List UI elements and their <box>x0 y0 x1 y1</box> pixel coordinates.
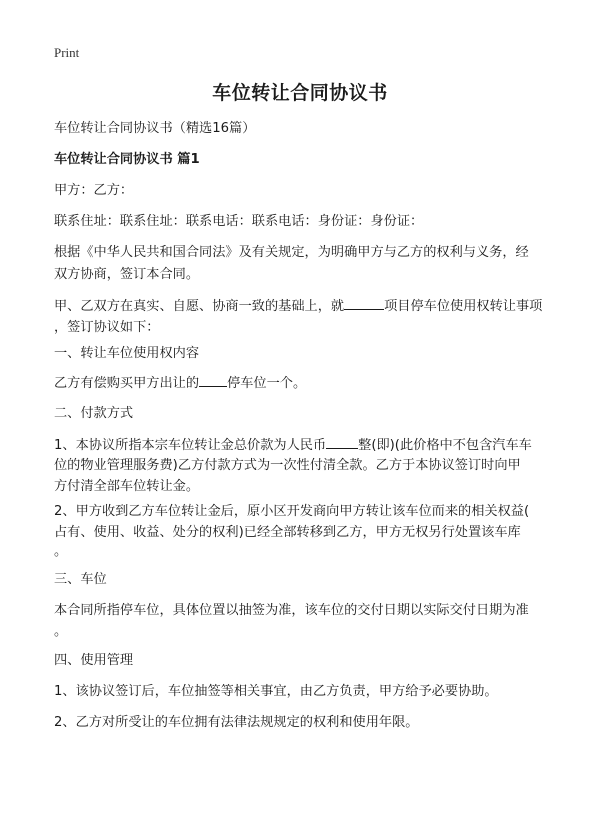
print-link[interactable]: Print <box>54 45 80 60</box>
section-heading: 车位转让合同协议书 篇1 <box>54 152 200 167</box>
article-1-heading: 一、转让车位使用权内容 <box>54 346 200 361</box>
document-subtitle: 车位转让合同协议书（精选16篇） <box>54 121 256 136</box>
article-2-p1-text-before-blank: 1、本协议所指本宗车位转让金总价款为人民币 <box>54 438 327 453</box>
article-1-text <box>54 372 554 395</box>
intro-paragraph-line-2: 双方协商，签订本合同。 <box>54 267 200 282</box>
basis-paragraph-line-2: ，签订协议如下： <box>54 320 160 335</box>
document-title: 车位转让合同协议书 <box>212 82 388 104</box>
contacts-line: 联系住址：联系住址：联系电话：联系电话：身份证：身份证： <box>54 214 424 229</box>
basis-paragraph-line-1 <box>54 295 554 318</box>
article-2-p1-line-2: 位的物业管理服务费)乙方付款方式为一次性付清全款。乙方于本协议签订时向甲 <box>54 458 521 473</box>
basis-text-after-blank: 项目停车位使用权转让事项 <box>384 299 543 314</box>
price-blank <box>326 434 358 449</box>
parties-line: 甲方：乙方： <box>54 183 134 198</box>
article-3-line-1: 本合同所指停车位，具体位置以抽签为准，该车位的交付日期以实际交付日期为准 <box>54 603 529 618</box>
article-4-paragraph-1: 1、该协议签订后，车位抽签等相关事宜，由乙方负责，甲方给予必要协助。 <box>54 684 498 699</box>
article-2-heading: 二、付款方式 <box>54 406 134 421</box>
project-name-blank <box>344 295 384 310</box>
article-2-p1-line-3: 方付清全部车位转让金。 <box>54 479 200 494</box>
article-1-text-after-blank: 停车位一个。 <box>227 376 307 391</box>
intro-paragraph-line-1: 根据《中华人民共和国合同法》及有关规定，为明确甲方与乙方的权利与义务，经 <box>54 245 529 260</box>
article-2-p1-text-after-blank: 整(即)(此价格中不包含汽车车 <box>358 438 532 453</box>
article-3-line-2: 。 <box>54 624 68 639</box>
article-4-heading: 四、使用管理 <box>54 653 134 668</box>
article-1-text-before-blank: 乙方有偿购买甲方出让的 <box>54 376 200 391</box>
article-2-p2-line-2: 占有、使用、收益、处分的权利)已经全部转移到乙方，甲方无权另行处置该车库 <box>54 525 521 540</box>
basis-text-before-blank: 甲、乙双方在真实、自愿、协商一致的基础上，就 <box>54 299 345 314</box>
article-2-p1-line-1 <box>54 434 554 457</box>
article-2-p2-line-1: 2、甲方收到乙方车位转让金后，原小区开发商向甲方转让该车位而来的相关权益( <box>54 504 530 519</box>
article-3-heading: 三、车位 <box>54 572 107 587</box>
parking-spot-blank <box>199 372 227 387</box>
article-2-p2-line-3: 。 <box>54 544 68 559</box>
article-4-paragraph-2: 2、乙方对所受让的车位拥有法律法规规定的权利和使用年限。 <box>54 715 419 730</box>
